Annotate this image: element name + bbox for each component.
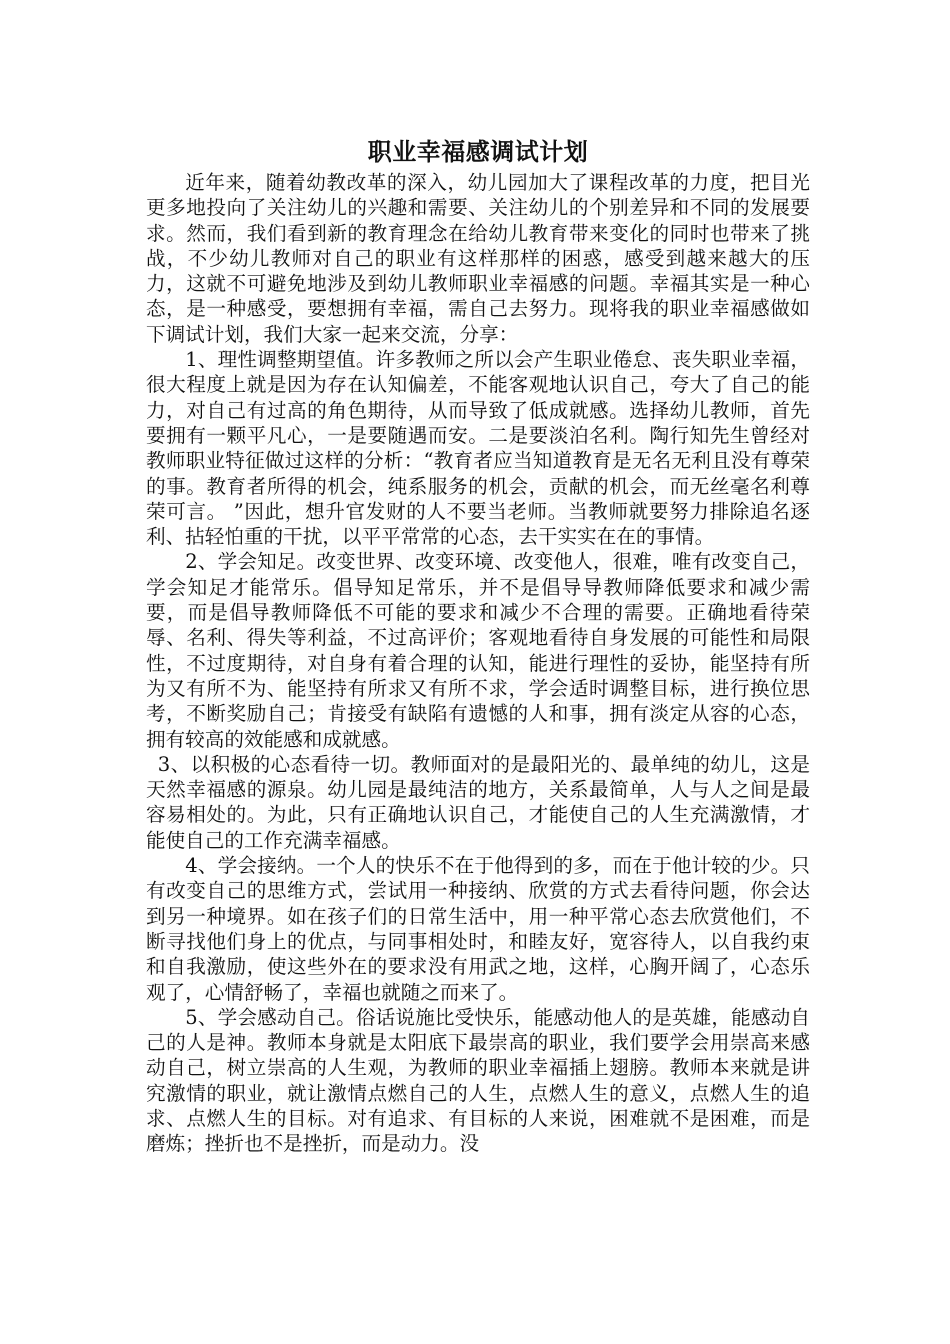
- paragraph-item-5: 5、学会感动自己。俗话说施比受快乐，能感动他人的是英雄，能感动自己的人是神。教师本身就是太阳底下最崇高的职业，我们要学会用崇高来感动自己，树立崇高的人生观，为教师的职业幸福插上翅膀。教师本来就是讲究激情的职业，就让激情点燃自己的人生，点燃人生的意义，点燃人生的追求、点燃人生的目标。对有追求、有目标的人来说，困难就不是困难，而是磨炼；挫折也不是挫折，而是动力。没: [146, 1005, 810, 1156]
- paragraph-item-3: 3、以积极的心态看待一切。教师面对的是最阳光的、最单纯的幼儿，这是天然幸福感的源泉。幼儿园是最纯洁的地方，关系最简单，人与人之间是最容易相处的。为此，只有正确地认识自己，才能使自己的人生充满激情，才能使自己的工作充满幸福感。: [146, 752, 810, 852]
- paragraph-item-1: 1、理性调整期望值。许多教师之所以会产生职业倦怠、丧失职业幸福，很大程度上就是因为存在认知偏差，不能客观地认识自己，夸大了自己的能力，对自己有过高的角色期待，从而导致了低成就感。选择幼儿教师，首先要拥有一颗平凡心，一是要随遇而安。二是要淡泊名利。陶行知先生曾经对教师职业特征做过这样的分析：“教育者应当知道教育是无名无利且没有尊荣的事。教育者所得的机会，纯系服务的机会，贡献的机会，而无丝毫名利尊荣可言。 ”因此，想升官发财的人不要当老师。当教师就要努力排除追名逐利、拈轻怕重的干扰，以平平常常的心态，去干实实在在的事情。: [146, 348, 810, 549]
- paragraph-item-2: 2、学会知足。改变世界、改变环境、改变他人，很难，唯有改变自己，学会知足才能常乐。倡导知足常乐，并不是倡导导教师降低要求和减少需要，而是倡导教师降低不可能的要求和减少不合理的需要。正确地看待荣辱、名利、得失等利益，不过高评价；客观地看待自身发展的可能性和局限性，不过度期待，对自身有着合理的认知，能进行理性的妥协，能坚持有所为又有所不为、能坚持有所求又有所不求，学会适时调整目标，进行换位思考，不断奖励自己；肯接受有缺陷有遗憾的人和事，拥有淡定从容的心态，拥有较高的效能感和成就感。: [146, 550, 810, 751]
- intro-paragraph: 近年来，随着幼教改革的深入，幼儿园加大了课程改革的力度，把目光更多地投向了关注幼儿的兴趣和需要、关注幼儿的个别差异和不同的发展要求。然而，我们看到新的教育理念在给幼儿教育带来变化的同时也带来了挑战，不少幼儿教师对自己的职业有这样那样的困惑，感受到越来越大的压力，这就不可避免地涉及到幼儿教师职业幸福感的问题。幸福其实是一种心态，是一种感受，要想拥有幸福，需自己去努力。现将我的职业幸福感做如下调试计划，我们大家一起来交流，分享：: [146, 171, 810, 346]
- document-body: [146, 135, 810, 1157]
- document-title: 职业幸福感调试计划: [367, 137, 589, 166]
- paragraph-item-4: 4、学会接纳。一个人的快乐不在于他得到的多，而在于他计较的少。只有改变自己的思维方式，尝试用一种接纳、欣赏的方式去看待问题，你会达到另一种境界。如在孩子们的日常生活中，用一种平常心态去欣赏他们，不断寻找他们身上的优点，与同事相处时，和睦友好，宽容待人，以自我约束和自我激励，使这些外在的要求没有用武之地，这样，心胸开阔了，心态乐观了，心情舒畅了，幸福也就随之而来了。: [146, 854, 810, 1004]
